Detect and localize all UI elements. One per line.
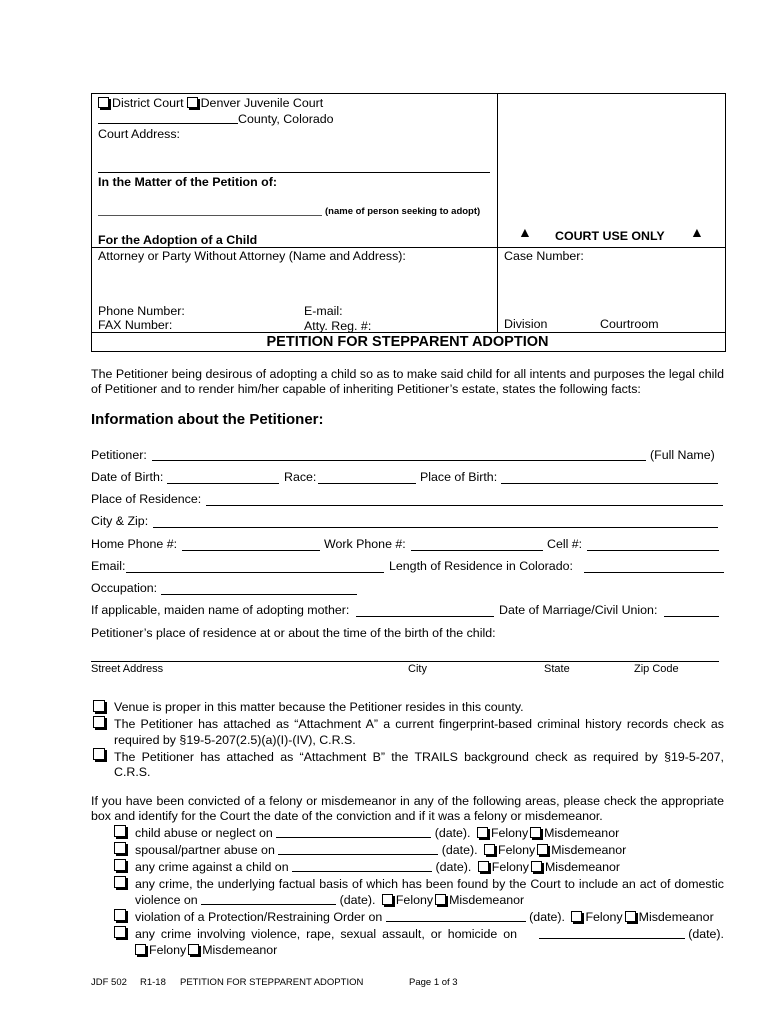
district-court-checkbox[interactable] bbox=[98, 97, 109, 108]
protection-label: violation of a Protection/Restraining Order on bbox=[135, 910, 383, 924]
crime-child-label: any crime against a child on bbox=[135, 860, 289, 874]
maiden-input[interactable] bbox=[356, 616, 494, 617]
case-number-label: Case Number: bbox=[504, 249, 584, 263]
marriage-input[interactable] bbox=[664, 616, 719, 617]
place-of-birth-label: Place of Birth: bbox=[420, 470, 498, 484]
crime-child-date-input[interactable] bbox=[292, 860, 432, 872]
crime-child-misdemeanor-label: Misdemeanor bbox=[544, 860, 621, 874]
protection-misdemeanor-label: Misdemeanor bbox=[638, 910, 714, 924]
venue-checkbox[interactable] bbox=[93, 700, 105, 712]
length-res-input[interactable] bbox=[584, 572, 724, 573]
court-type-row bbox=[98, 96, 323, 110]
footer-title: PETITION FOR STEPPARENT ADOPTION bbox=[180, 977, 364, 988]
spousal-date-input[interactable] bbox=[278, 843, 438, 855]
marriage-label: Date of Marriage/Civil Union: bbox=[499, 603, 658, 617]
protection-felony-label: Felony bbox=[585, 910, 623, 924]
child-abuse-line bbox=[135, 826, 619, 840]
email-label: Email: bbox=[91, 559, 126, 573]
race-label: Race: bbox=[284, 470, 317, 484]
email-header-label: E-mail: bbox=[304, 304, 343, 318]
phone-label: Phone Number: bbox=[98, 304, 185, 318]
court-address-label: Court Address: bbox=[98, 127, 180, 141]
violence-line-2 bbox=[135, 943, 277, 957]
district-court-label: District Court bbox=[112, 96, 184, 110]
protection-misdemeanor-checkbox[interactable] bbox=[625, 911, 636, 922]
attachment-b-checkbox[interactable] bbox=[93, 748, 105, 760]
violence-date-label: (date). bbox=[688, 927, 724, 941]
crime-child-felony-label: Felony bbox=[491, 860, 529, 874]
county-line bbox=[98, 112, 334, 126]
attachment-a-checkbox[interactable] bbox=[93, 716, 105, 728]
spousal-felony-label: Felony bbox=[498, 843, 536, 857]
venue-item bbox=[93, 700, 105, 715]
footer-form-number: JDF 502 bbox=[91, 977, 127, 988]
city-zip-input[interactable] bbox=[153, 527, 718, 528]
full-name-label: (Full Name) bbox=[650, 448, 715, 462]
spousal-row bbox=[114, 842, 126, 857]
dv-misdemeanor-label: Misdemeanor bbox=[449, 893, 525, 907]
spousal-date-label: (date). bbox=[441, 843, 478, 857]
violence-misdemeanor-label: Misdemeanor bbox=[202, 943, 278, 957]
adoption-child-label: For the Adoption of a Child bbox=[98, 233, 258, 247]
violence-line-1 bbox=[135, 927, 724, 941]
occupation-label: Occupation: bbox=[91, 581, 158, 595]
arrow-up-left-icon: ▲ bbox=[518, 224, 532, 240]
dv-text-1: any crime, the underlying factual basis of which has been found by the Court to include an act of domestic bbox=[135, 877, 724, 891]
denver-juvenile-checkbox[interactable] bbox=[187, 97, 198, 108]
child-abuse-date-label: (date). bbox=[434, 826, 471, 840]
dv-misdemeanor-checkbox[interactable] bbox=[435, 894, 446, 905]
place-of-birth-input[interactable] bbox=[501, 483, 718, 484]
caption-row-line-1 bbox=[91, 247, 725, 248]
dv-date-input[interactable] bbox=[201, 893, 336, 905]
cell-label: Cell #: bbox=[547, 537, 583, 551]
work-phone-label: Work Phone #: bbox=[324, 537, 406, 551]
dv-date-label: (date). bbox=[339, 893, 376, 907]
attachment-a-text-2: required by §19-5-207(2.5)(a)(I)-(IV), C.R.S. bbox=[114, 733, 356, 747]
convicted-intro: If you have been convicted of a felony or misdemeanor in any of the following areas, please check the appropriate box and identify for the Court the date of the conviction and if it was a felony or misdemeanor. bbox=[91, 794, 724, 823]
child-abuse-felony-checkbox[interactable] bbox=[477, 827, 488, 838]
dv-row bbox=[114, 876, 126, 891]
spousal-label: spousal/partner abuse on bbox=[135, 843, 275, 857]
protection-checkbox[interactable] bbox=[114, 909, 126, 921]
state-caption: State bbox=[544, 663, 570, 675]
footer-page: Page 1 of 3 bbox=[409, 977, 458, 988]
spousal-line bbox=[135, 843, 626, 857]
violence-label: any crime involving violence, rape, sexual assault, or homicide on bbox=[135, 927, 518, 941]
violence-felony-label: Felony bbox=[149, 943, 187, 957]
protection-row bbox=[114, 909, 126, 924]
attachment-b-item bbox=[93, 748, 105, 763]
court-address-blank[interactable] bbox=[98, 172, 490, 173]
city-caption: City bbox=[408, 663, 427, 675]
denver-juvenile-label: Denver Juvenile Court bbox=[200, 96, 324, 110]
courtroom-label: Courtroom bbox=[600, 317, 659, 331]
violence-misdemeanor-checkbox[interactable] bbox=[188, 944, 199, 955]
spousal-checkbox[interactable] bbox=[114, 842, 126, 854]
crime-child-row bbox=[114, 859, 126, 874]
petitioner-label: Petitioner: bbox=[91, 448, 147, 462]
protection-date-label: (date). bbox=[529, 910, 565, 924]
county-blank[interactable] bbox=[98, 112, 238, 124]
city-zip-label: City & Zip: bbox=[91, 514, 149, 528]
attachment-a-text-1: The Petitioner has attached as “Attachment A” a current fingerprint-based criminal history records check as bbox=[114, 717, 724, 731]
dv-line-2 bbox=[135, 893, 524, 907]
crime-child-felony-checkbox[interactable] bbox=[478, 861, 489, 872]
zip-caption: Zip Code bbox=[634, 663, 679, 675]
street-caption: Street Address bbox=[91, 663, 164, 675]
dv-felony-label: Felony bbox=[395, 893, 434, 907]
child-abuse-felony-label: Felony bbox=[490, 826, 529, 840]
footer-revision: R1-18 bbox=[140, 977, 166, 988]
violence-date-group bbox=[539, 927, 724, 941]
child-abuse-misdemeanor-label: Misdemeanor bbox=[544, 826, 620, 840]
attorney-label: Attorney or Party Without Attorney (Name and Address): bbox=[98, 249, 406, 263]
dob-input[interactable] bbox=[167, 483, 279, 484]
violence-checkbox[interactable] bbox=[114, 926, 126, 938]
attachment-a-item bbox=[93, 716, 105, 731]
violence-felony-checkbox[interactable] bbox=[135, 944, 146, 955]
residence-birth-label: Petitioner’s place of residence at or about the time of the birth of the child: bbox=[91, 626, 496, 640]
caption-divider bbox=[497, 93, 498, 332]
document-title: PETITION FOR STEPPARENT ADOPTION bbox=[266, 334, 549, 350]
child-abuse-row bbox=[114, 825, 126, 840]
crime-child-misdemeanor-checkbox[interactable] bbox=[531, 861, 542, 872]
violence-date-input[interactable] bbox=[539, 927, 685, 939]
dob-label: Date of Birth: bbox=[91, 470, 164, 484]
caption-row-line-2 bbox=[91, 332, 725, 333]
residence-label: Place of Residence: bbox=[91, 492, 202, 506]
maiden-label: If applicable, maiden name of adopting mother: bbox=[91, 603, 350, 617]
section-title: Information about the Petitioner: bbox=[91, 411, 324, 428]
home-phone-label: Home Phone #: bbox=[91, 537, 178, 551]
dv-felony-checkbox[interactable] bbox=[382, 894, 393, 905]
spousal-misdemeanor-checkbox[interactable] bbox=[537, 844, 548, 855]
child-abuse-checkbox[interactable] bbox=[114, 825, 126, 837]
child-abuse-date-input[interactable] bbox=[276, 826, 431, 838]
protection-date-input[interactable] bbox=[386, 910, 526, 922]
spousal-misdemeanor-label: Misdemeanor bbox=[551, 843, 627, 857]
protection-line bbox=[135, 910, 714, 924]
occupation-input[interactable] bbox=[161, 594, 357, 595]
court-use-only: COURT USE ONLY bbox=[555, 229, 665, 243]
race-input[interactable] bbox=[318, 483, 416, 484]
spousal-felony-checkbox[interactable] bbox=[484, 844, 495, 855]
venue-text: Venue is proper in this matter because the Petitioner resides in this county. bbox=[114, 700, 524, 714]
division-label: Division bbox=[504, 317, 548, 331]
child-abuse-misdemeanor-checkbox[interactable] bbox=[530, 827, 541, 838]
work-phone-input[interactable] bbox=[411, 550, 543, 551]
attachment-b-text-2: C.R.S. bbox=[114, 765, 151, 779]
child-abuse-label: child abuse or neglect on bbox=[135, 826, 273, 840]
violence-row bbox=[114, 926, 126, 941]
home-phone-input[interactable] bbox=[182, 550, 320, 551]
crime-child-checkbox[interactable] bbox=[114, 859, 126, 871]
cell-input[interactable] bbox=[587, 550, 719, 551]
name-hint-text: name of person seeking to adopt bbox=[328, 206, 478, 217]
dv-label-2: violence on bbox=[135, 893, 198, 907]
fax-label: FAX Number: bbox=[98, 318, 173, 332]
in-matter-label: In the Matter of the Petition of: bbox=[98, 175, 277, 189]
crime-child-date-label: (date). bbox=[435, 860, 472, 874]
protection-felony-checkbox[interactable] bbox=[571, 911, 582, 922]
petitioner-input[interactable] bbox=[152, 460, 646, 461]
name-hint: (name of person seeking to adopt) bbox=[325, 206, 481, 217]
intro-paragraph: The Petitioner being desirous of adopting a child so as to make said child for all intents and purposes the legal child of Petitioner and to render him/her capable of inheriting Petitioner’s estate, states the following facts: bbox=[91, 367, 724, 396]
email-input[interactable] bbox=[126, 572, 384, 573]
county-label: County, Colorado bbox=[238, 112, 334, 126]
dv-checkbox[interactable] bbox=[114, 876, 126, 888]
atty-reg-label: Atty. Reg. #: bbox=[304, 319, 372, 333]
petitioner-name-blank[interactable] bbox=[98, 215, 322, 216]
crime-child-line bbox=[135, 860, 620, 874]
residence-input[interactable] bbox=[206, 505, 723, 506]
caption-box bbox=[91, 93, 726, 352]
length-res-label: Length of Residence in Colorado: bbox=[389, 559, 573, 573]
attachment-b-text-1: The Petitioner has attached as “Attachment B” the TRAILS background check as required by §19-5-207, bbox=[114, 750, 724, 764]
arrow-up-right-icon: ▲ bbox=[690, 224, 704, 240]
residence-birth-input[interactable] bbox=[91, 661, 719, 662]
